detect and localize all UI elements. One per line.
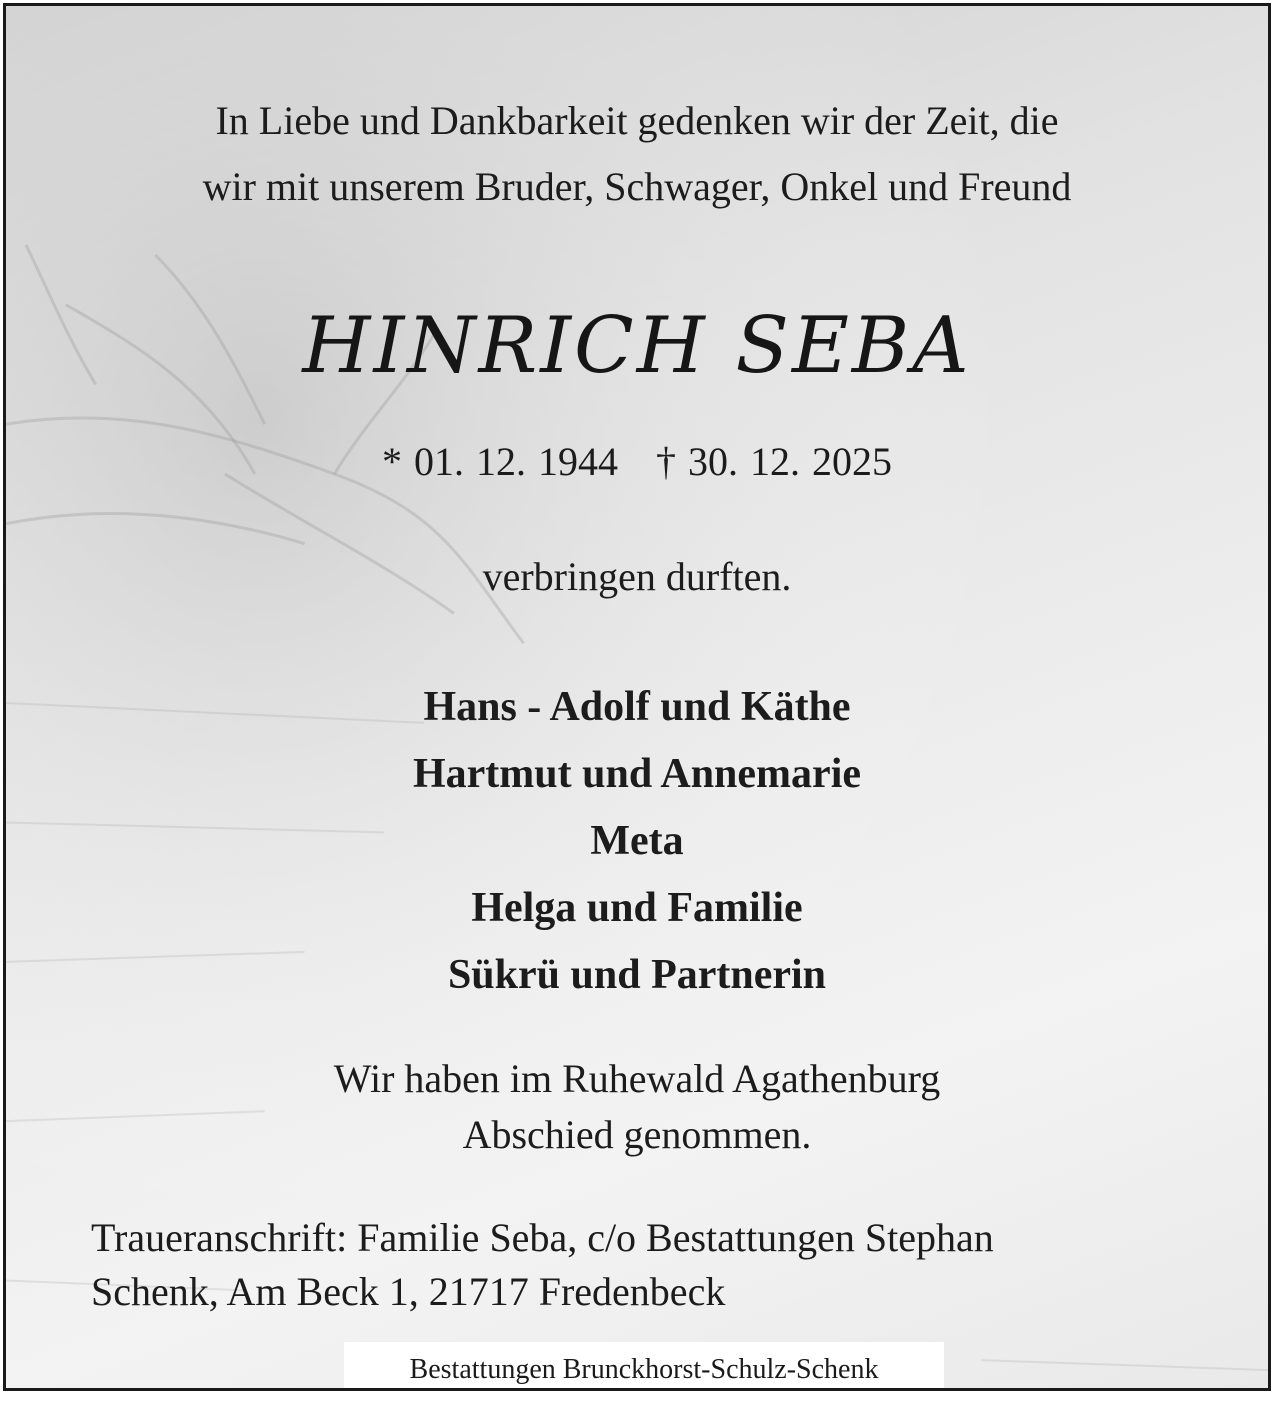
intro-line: wir mit unserem Bruder, Schwager, Onkel und Freund (202, 164, 1072, 209)
family-members (6, 674, 1268, 1009)
intro-text (6, 88, 1268, 220)
obituary-notice (3, 3, 1271, 1391)
family-member: Meta (590, 818, 684, 864)
burial-note (6, 1051, 1268, 1163)
address-line: Traueranschrift: Familie Seba, c/o Bestattungen Stephan (91, 1215, 994, 1260)
family-member: Hartmut und Annemarie (412, 751, 861, 797)
life-dates (6, 436, 1268, 488)
intro-line: In Liebe und Dankbarkeit gedenken wir der Zeit, die (215, 98, 1059, 143)
deceased-name: HINRICH SEBA (302, 301, 972, 391)
burial-line: Abschied genommen. (462, 1112, 812, 1157)
family-member: Hans - Adolf und Käthe (423, 684, 851, 730)
birth-date: * 01. 12. 1944 (382, 439, 618, 484)
closing-text: verbringen durften. (482, 554, 792, 599)
mourning-address (91, 1211, 1231, 1319)
family-member: Sükrü und Partnerin (447, 952, 827, 998)
address-line: Schenk, Am Beck 1, 21717 Fredenbeck (91, 1269, 726, 1314)
death-date: † 30. 12. 2025 (656, 439, 892, 484)
undertaker-label: Bestattungen Brunckhorst-Schulz-Schenk (344, 1342, 944, 1391)
family-member: Helga und Familie (471, 885, 803, 931)
burial-line: Wir haben im Ruhewald Agathenburg (333, 1056, 941, 1101)
